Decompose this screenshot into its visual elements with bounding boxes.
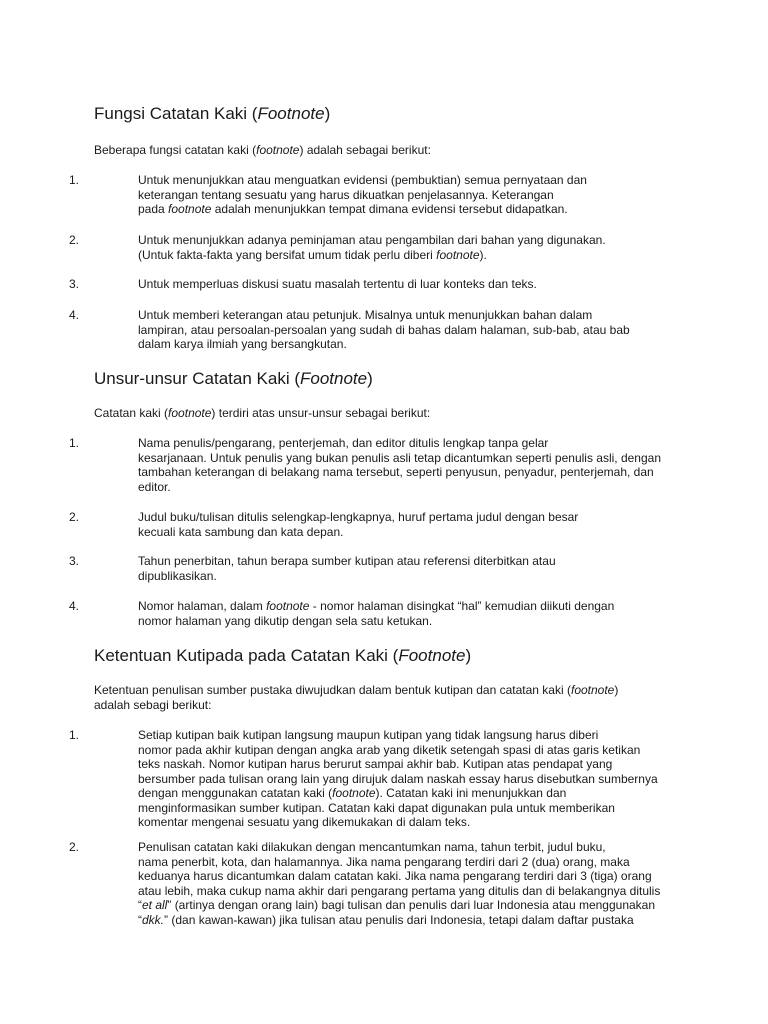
text-line: nomor halaman yang dikutip dengan sela satu ketukan.: [138, 613, 433, 628]
text-line: Untuk menunjukkan adanya peminjaman atau pengambilan dari bahan yang digunakan.: [138, 233, 606, 247]
intro-text: Ketentuan penulisan sumber pustaka diwujudkan dalam bentuk kutipan dan catatan kaki (: [94, 683, 571, 697]
text-emphasis: footnote: [332, 786, 376, 800]
intro-text: Beberapa fungsi catatan kaki (: [94, 143, 257, 157]
list-number: 1.: [69, 728, 80, 742]
text-line: nama penerbit, kota, dan halamannya. Jika nama pengarang terdiri dari 2 (dua) orang, maka: [138, 854, 630, 869]
text-line: teks naskah. Nomor kutipan harus berurut sampai akhir bab. Kutipan atas pendapat yang: [138, 757, 613, 771]
text-emphasis: footnote: [266, 599, 310, 613]
list-number: 3.: [69, 277, 80, 291]
list-number: 2.: [69, 233, 80, 247]
text-line: Untuk memberi keterangan atau petunjuk. Misalnya untuk menunjukkan bahan dalam: [138, 308, 593, 322]
list-text: [94, 173, 664, 217]
text-line: Untuk memperluas diskusi suatu masalah tertentu di luar konteks dan teks.: [138, 277, 537, 291]
text-span: ). Catatan kaki ini menunjukkan dan: [375, 786, 567, 800]
heading-text: Fungsi Catatan Kaki (: [94, 104, 258, 123]
heading-text-end: ): [367, 369, 373, 388]
section-heading-fungsi: [94, 104, 330, 124]
text-line: Judul buku/tulisan ditulis selengkap-lengkapnya, huruf pertama judul dengan besar: [138, 510, 579, 524]
section-intro: [94, 683, 674, 712]
text-line: Tahun penerbitan, tahun berapa sumber kutipan atau referensi diterbitkan atau: [138, 554, 556, 568]
text-line: lampiran, atau persoalan-persoalan yang sudah di bahas dalam halaman, sub-bab, atau bab: [138, 322, 630, 337]
text-emphasis: footnote: [168, 202, 212, 216]
list-text: [94, 510, 664, 539]
text-span: Nomor halaman, dalam: [138, 599, 267, 613]
heading-text: Ketentuan Kutipada pada Catatan Kaki (: [94, 646, 399, 665]
intro-emphasis: footnote: [256, 143, 300, 157]
text-line: [94, 898, 664, 913]
text-line: Untuk menunjukkan atau menguatkan evidensi (pembuktian) semua pernyataan dan: [138, 173, 587, 187]
section-heading-ketentuan: [94, 646, 471, 666]
list-text: [94, 728, 664, 830]
list-number: 1.: [69, 436, 80, 450]
text-span: ” (artinya dengan orang lain) bagi tulisan dan penulis dari luar Indonesia atau menggunakan: [167, 898, 656, 912]
text-emphasis: footnote: [436, 247, 480, 262]
intro-text-end: ) adalah sebagai berikut:: [299, 143, 431, 157]
text-span: dengan menggunakan catatan kaki (: [138, 786, 333, 800]
text-line: dalam karya ilmiah yang bersangkutan.: [138, 337, 347, 351]
text-span: (Untuk fakta-fakta yang bersifat umum tidak perlu diberi: [138, 247, 437, 262]
intro-text-end: ): [614, 683, 619, 697]
text-line: kesarjanaan. Untuk penulis yang bukan penulis asli tetap dicantumkan seperti penulis asli, dengan: [138, 450, 662, 465]
list-text: [94, 840, 664, 927]
section-heading-unsur: [94, 369, 373, 389]
text-span: “: [138, 912, 142, 927]
text-span: ” (dan kawan-kawan) jika tulisan atau penulis dari Indonesia, tetapi dalam daftar pustaka: [164, 912, 634, 927]
list-text: [94, 308, 664, 352]
heading-text-end: ): [465, 646, 472, 665]
text-line: atau lebih, maka cukup nama akhir dari pengarang pertama yang ditulis dan di belakangnya ditulis: [138, 883, 661, 898]
list-number: 2.: [69, 510, 80, 524]
text-span: ).: [479, 247, 487, 262]
text-line: kecuali kata sambung dan kata depan.: [138, 524, 344, 539]
text-emphasis: et all: [142, 898, 168, 912]
heading-emphasis: Footnote: [299, 369, 368, 388]
section-intro: [94, 406, 674, 421]
text-line: editor.: [138, 479, 171, 494]
text-line: keterangan tentang sesuatu yang harus dikuatkan penjelasannya. Keterangan: [138, 187, 554, 202]
text-line: keduanya harus dicantumkan dalam catatan kaki. Jika nama pengarang terdiri dari 3 (tiga) orang: [138, 869, 652, 883]
list-number: 3.: [69, 554, 80, 568]
section-intro: [94, 143, 674, 158]
text-line: tambahan keterangan di belakang nama tersebut, seperti penyusun, penyadur, penterjemah, dan: [138, 465, 654, 479]
intro-text-end: ) terdiri atas unsur-unsur sebagai berikut:: [211, 406, 431, 420]
text-line: Penulisan catatan kaki dilakukan dengan mencantumkan nama, tahun terbit, judul buku,: [138, 840, 606, 854]
intro-emphasis: footnote: [570, 683, 615, 697]
text-line: komentar mengenai sesuatu yang dikemukakan di dalam teks.: [138, 815, 471, 829]
text-line: bersumber pada tulisan orang lain yang dirujuk dalam naskah essay harus disebutkan sumbernya: [138, 771, 658, 786]
list-text: [94, 233, 664, 262]
list-number: 1.: [69, 173, 80, 187]
text-span: “: [138, 898, 142, 912]
list-text: [94, 277, 664, 292]
text-span: pada: [138, 202, 169, 216]
text-line: [94, 202, 664, 217]
text-line: dipublikasikan.: [138, 568, 217, 583]
list-text: [94, 554, 664, 583]
heading-emphasis: Footnote: [398, 646, 466, 665]
text-emphasis: dkk.: [142, 912, 165, 927]
heading-emphasis: Footnote: [257, 104, 325, 123]
heading-text-end: ): [324, 104, 331, 123]
list-number: 2.: [69, 840, 80, 854]
intro-text: Catatan kaki (: [94, 406, 169, 420]
list-text: [94, 436, 664, 494]
heading-text: Unsur-unsur Catatan Kaki (: [94, 369, 300, 388]
intro-text-line: adalah sebagi berikut:: [94, 697, 212, 712]
text-line: menginformasikan sumber kutipan. Catatan kaki dapat digunakan pula untuk memberikan: [138, 800, 615, 815]
text-span: - nomor halaman disingkat “hal” kemudian diikuti dengan: [309, 599, 615, 613]
text-line: [94, 248, 664, 263]
text-line: nomor pada akhir kutipan dengan angka arab yang diketik setengah spasi di atas garis ketikan: [138, 742, 641, 757]
list-text: [94, 599, 664, 628]
text-line: [94, 786, 664, 801]
list-number: 4.: [69, 308, 80, 322]
list-number: 4.: [69, 599, 80, 613]
text-line: [138, 599, 614, 613]
text-line: [94, 913, 664, 928]
intro-emphasis: footnote: [168, 406, 212, 420]
text-line: Setiap kutipan baik kutipan langsung maupun kutipan yang tidak langsung harus diberi: [138, 728, 599, 742]
text-span: adalah menunjukkan tempat dimana evidensi tersebut didapatkan.: [211, 202, 568, 216]
text-line: Nama penulis/pengarang, penterjemah, dan editor ditulis lengkap tanpa gelar: [138, 436, 549, 450]
